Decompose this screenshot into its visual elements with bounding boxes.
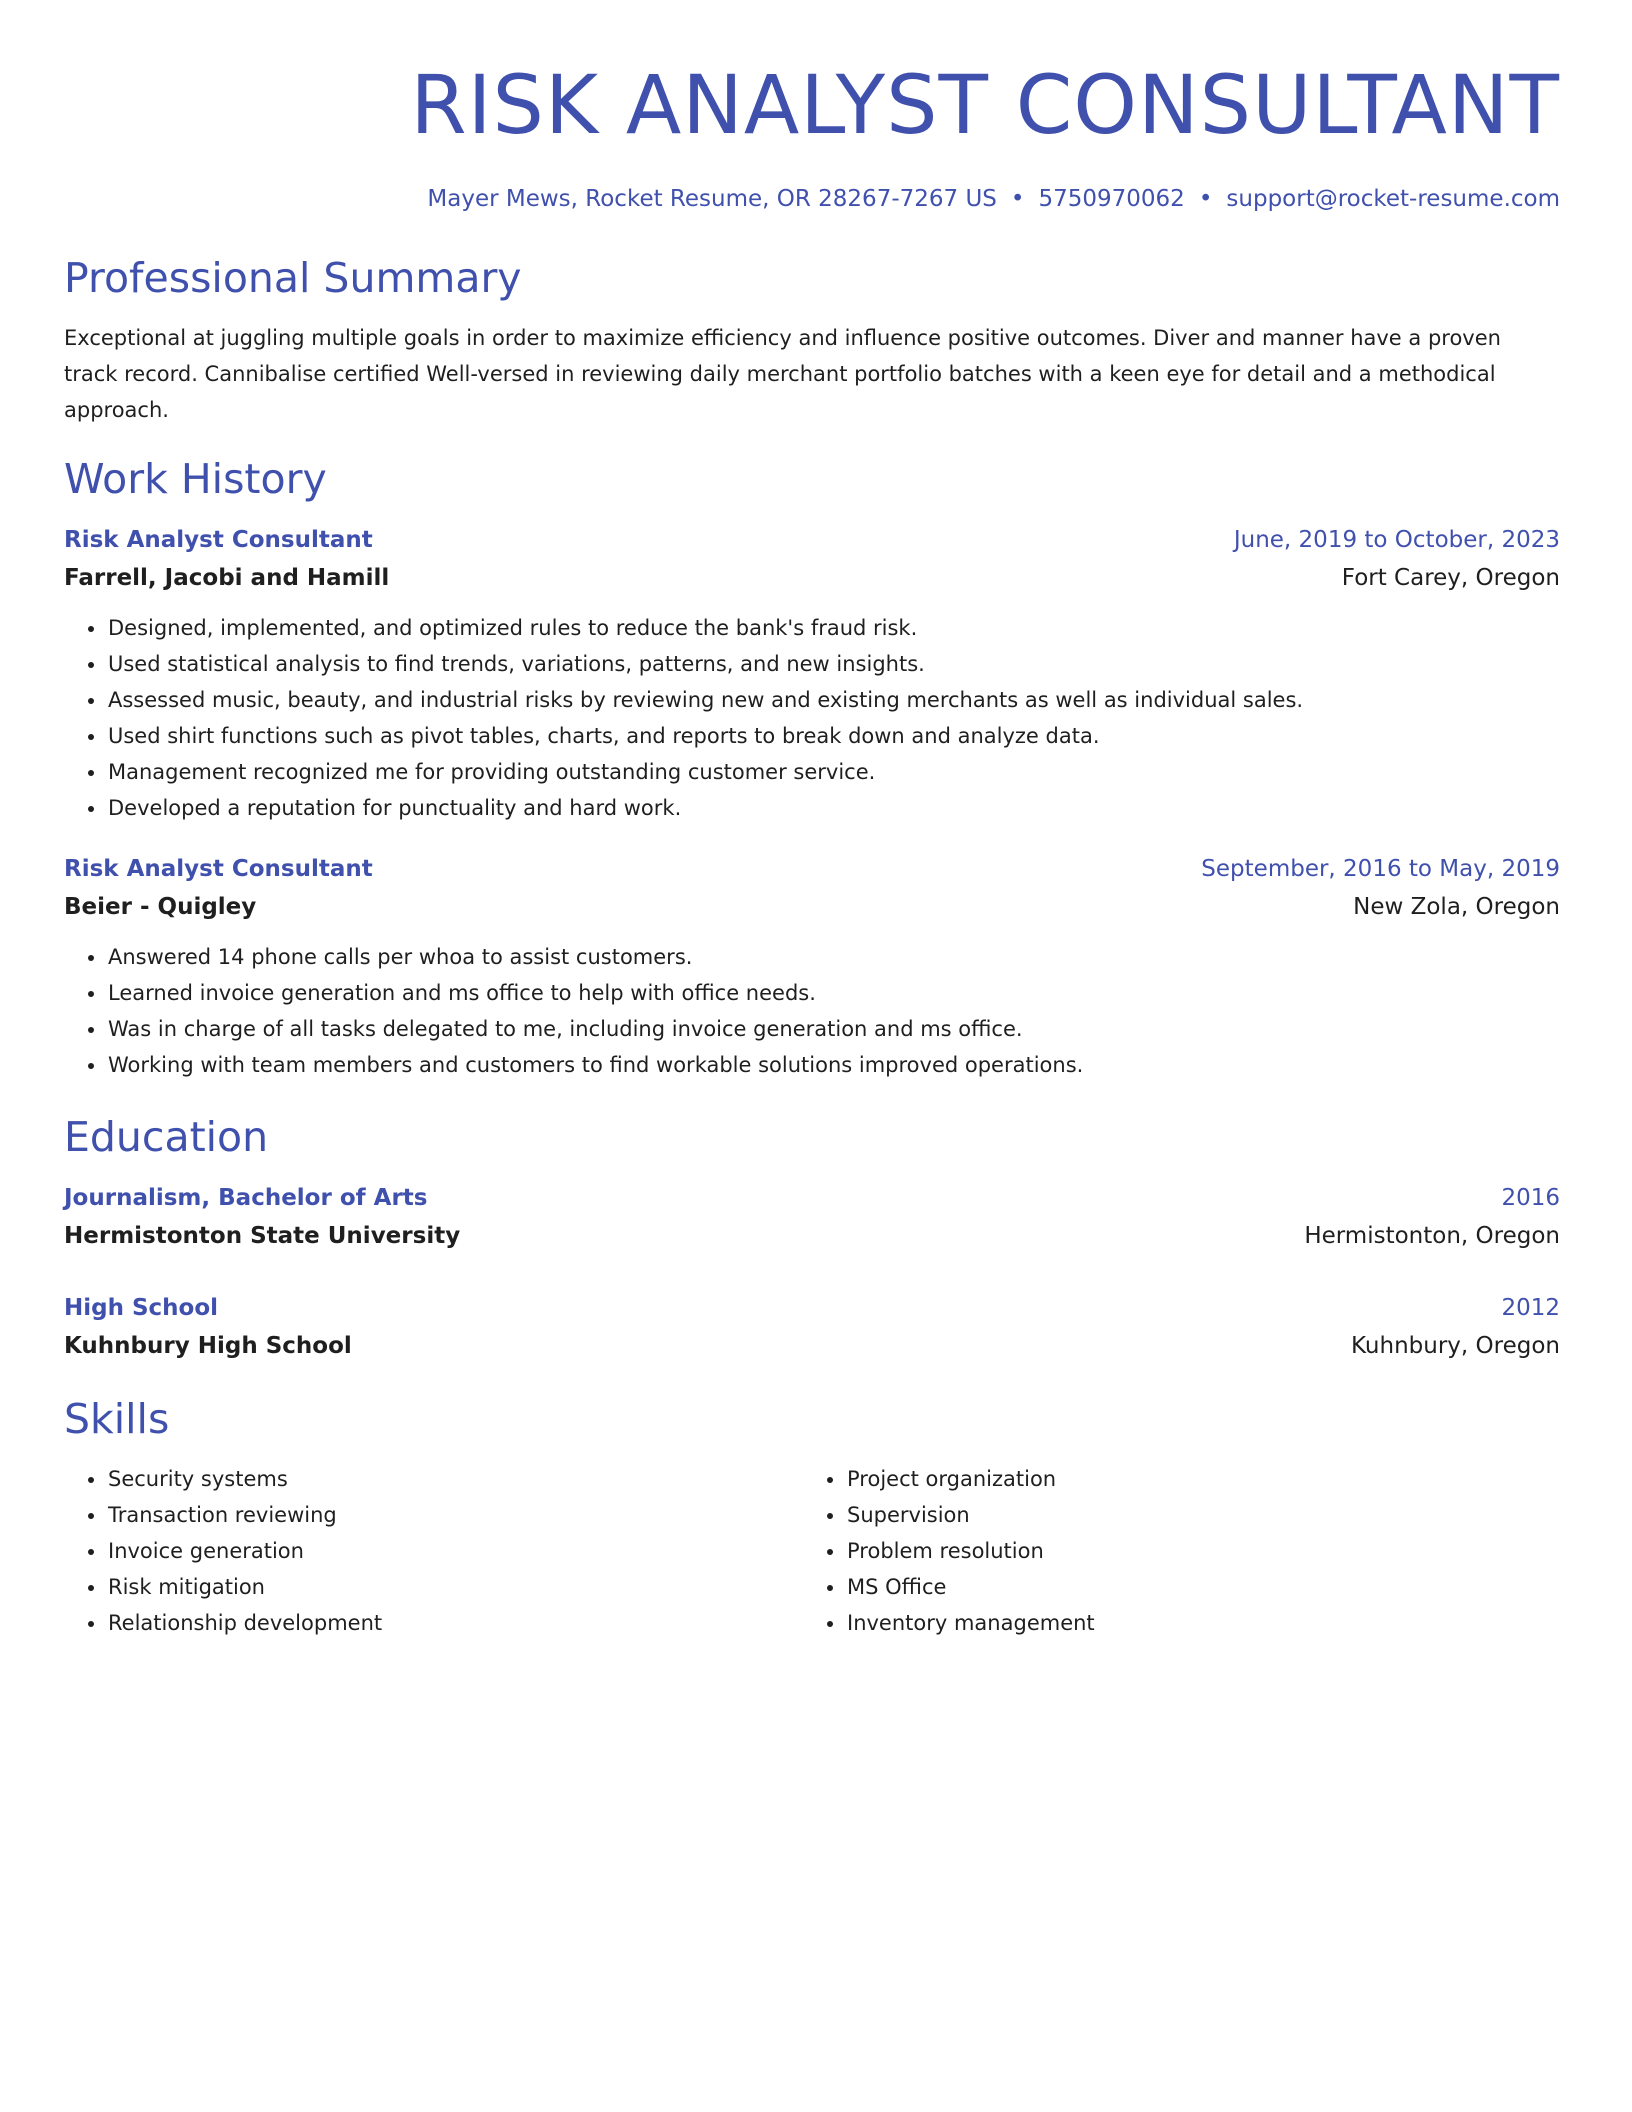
skills-list-right (803, 1461, 1546, 1641)
contact-separator: • (1198, 186, 1213, 212)
skill-item: • Invoice generation (107, 1533, 803, 1569)
job-duty: • Developed a reputation for punctuality and hard work. (107, 790, 1560, 826)
skill-item: • Project organization (846, 1461, 1546, 1497)
job-duties-list (64, 610, 1560, 826)
education-location: Hermistonton, Oregon (1304, 1223, 1560, 1249)
skills-columns (64, 1461, 1560, 1641)
job-location: Fort Carey, Oregon (1341, 565, 1560, 591)
education-location: Kuhnbury, Oregon (1351, 1333, 1560, 1359)
job-dates: June, 2019 to October, 2023 (1233, 527, 1560, 553)
skill-item: • Problem resolution (846, 1533, 1546, 1569)
education-entry (64, 1179, 1560, 1255)
skill-item: • Supervision (846, 1497, 1546, 1533)
job-duty: • Learned invoice generation and ms office to help with office needs. (107, 975, 1560, 1011)
skill-item: • Relationship development (107, 1605, 803, 1641)
education-entry (64, 1289, 1560, 1365)
job-duty: • Used shirt functions such as pivot tables, charts, and reports to break down and analyze data. (107, 718, 1560, 754)
skills-list-left (64, 1461, 803, 1641)
job-location: New Zola, Oregon (1353, 894, 1560, 920)
job-company-row (64, 559, 1560, 597)
job-duty: • Assessed music, beauty, and industrial risks by reviewing new and existing merchants as well as individual sales. (107, 682, 1560, 718)
contact-line (64, 182, 1560, 216)
education-school-row (64, 1327, 1560, 1365)
education-year: 2016 (1501, 1185, 1560, 1211)
job-dates: September, 2016 to May, 2019 (1201, 856, 1560, 882)
job-duty: • Was in charge of all tasks delegated to me, including invoice generation and ms office. (107, 1011, 1560, 1047)
candidate-name: RISK ANALYST CONSULTANT (410, 59, 1560, 153)
job-duties-list (64, 939, 1560, 1083)
job-duty: • Management recognized me for providing outstanding customer service. (107, 754, 1560, 790)
education-year: 2012 (1501, 1295, 1560, 1321)
education-header-row (64, 1179, 1560, 1217)
section-title-work-history: Work History (64, 455, 327, 503)
job-duty: • Working with team members and customers to find workable solutions improved operations. (107, 1047, 1560, 1083)
contact-address: Mayer Mews, Rocket Resume, OR 28267-7267 US (427, 186, 997, 212)
job-company: Farrell, Jacobi and Hamill (64, 565, 390, 591)
job-duty: • Answered 14 phone calls per whoa to assist customers. (107, 939, 1560, 975)
skill-item: • Inventory management (846, 1605, 1546, 1641)
education-school: Hermistonton State University (64, 1223, 461, 1249)
job-header-row (64, 850, 1560, 888)
job-duty: • Used statistical analysis to find trends, variations, patterns, and new insights. (107, 646, 1560, 682)
summary-text: Exceptional at juggling multiple goals in order to maximize efficiency and influence positive outcomes. Diver and manner have a proven track record. Cannibalise certified Well-versed in reviewing daily merchant portfolio batches with a keen eye for detail and a methodical approach. (64, 326, 1501, 422)
job-company-row (64, 888, 1560, 926)
section-title-education: Education (64, 1113, 269, 1161)
skill-item: • Security systems (107, 1461, 803, 1497)
education-header-row (64, 1289, 1560, 1327)
contact-phone: 5750970062 (1038, 186, 1185, 212)
job-entry (64, 521, 1560, 826)
skill-item: • Risk mitigation (107, 1569, 803, 1605)
job-company: Beier - Quigley (64, 894, 257, 920)
education-school-row (64, 1217, 1560, 1255)
contact-separator: • (1010, 186, 1025, 212)
section-title-summary: Professional Summary (64, 254, 522, 302)
job-entry (64, 850, 1560, 1083)
section-title-skills: Skills (64, 1395, 170, 1443)
education-degree: High School (64, 1295, 219, 1321)
education-school: Kuhnbury High School (64, 1333, 352, 1359)
job-header-row (64, 521, 1560, 559)
skill-item: • Transaction reviewing (107, 1497, 803, 1533)
job-duty: • Designed, implemented, and optimized rules to reduce the bank's fraud risk. (107, 610, 1560, 646)
job-title: Risk Analyst Consultant (64, 527, 373, 553)
job-title: Risk Analyst Consultant (64, 856, 373, 882)
education-degree: Journalism, Bachelor of Arts (64, 1185, 428, 1211)
skill-item: • MS Office (846, 1569, 1546, 1605)
resume-page (64, 0, 1560, 1641)
contact-email: support@rocket-resume.com (1226, 186, 1560, 212)
